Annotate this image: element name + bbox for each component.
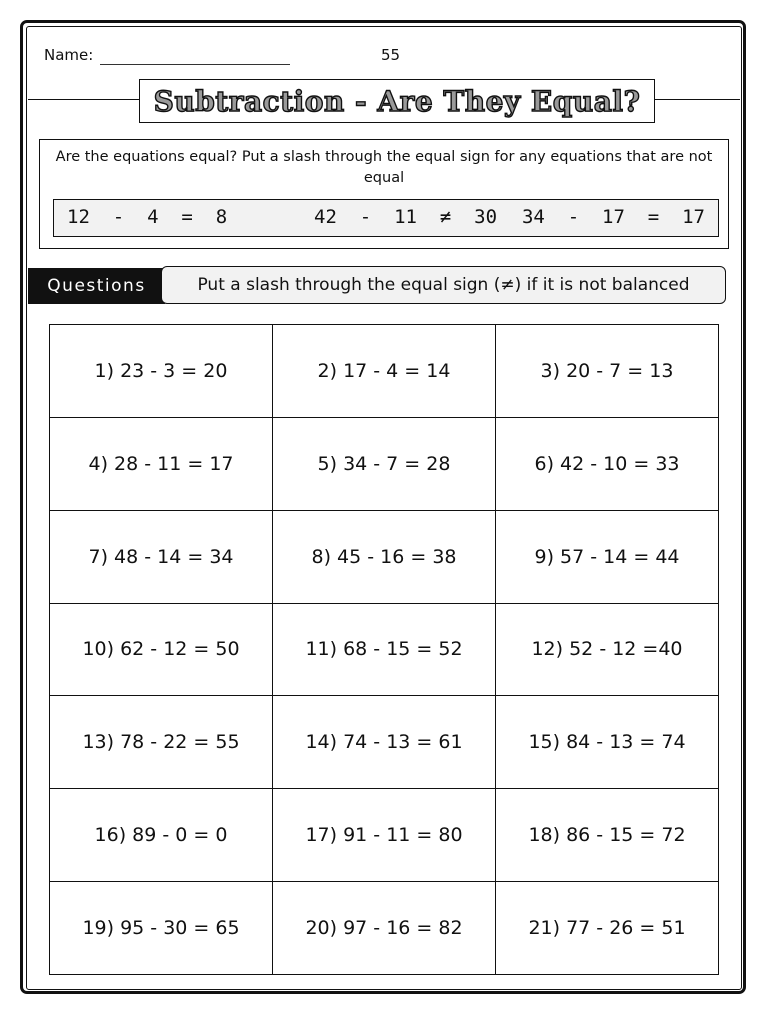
question-cell[interactable]: 13) 78 - 22 = 55 — [50, 696, 273, 789]
question-cell[interactable]: 5) 34 - 7 = 28 — [273, 418, 496, 511]
question-cell[interactable]: 18) 86 - 15 = 72 — [496, 789, 719, 882]
title-box — [139, 79, 655, 123]
question-cell[interactable]: 2) 17 - 4 = 14 — [273, 325, 496, 418]
examples-row — [53, 199, 719, 237]
question-cell[interactable]: 8) 45 - 16 = 38 — [273, 511, 496, 604]
question-cell[interactable]: 9) 57 - 14 = 44 — [496, 511, 719, 604]
question-cell[interactable]: 10) 62 - 12 = 50 — [50, 604, 273, 697]
questions-grid — [49, 324, 719, 975]
question-cell[interactable]: 20) 97 - 16 = 82 — [273, 882, 496, 975]
question-cell[interactable]: 15) 84 - 13 = 74 — [496, 696, 719, 789]
page-title: Subtraction - Are They Equal? — [153, 84, 641, 118]
question-cell[interactable]: 3) 20 - 7 = 13 — [496, 325, 719, 418]
title-rule-left — [28, 99, 140, 100]
instructions-text: Are the equations equal? Put a slash through the equal sign for any equations that are not equal — [55, 149, 713, 186]
question-cell[interactable]: 14) 74 - 13 = 61 — [273, 696, 496, 789]
example-equation: 12 - 4 = 8 — [67, 206, 228, 228]
question-cell[interactable]: 16) 89 - 0 = 0 — [50, 789, 273, 882]
questions-tag: Questions — [28, 268, 165, 304]
question-cell[interactable]: 19) 95 - 30 = 65 — [50, 882, 273, 975]
name-row — [44, 44, 724, 70]
example-equation: 34 - 17 = 17 — [521, 206, 705, 228]
question-cell[interactable]: 6) 42 - 10 = 33 — [496, 418, 719, 511]
instructions-box — [39, 139, 729, 249]
title-rule-right — [654, 99, 740, 100]
sheet-number: 55 — [381, 46, 401, 64]
name-label: Name: — [44, 46, 94, 64]
question-cell[interactable]: 11) 68 - 15 = 52 — [273, 604, 496, 697]
name-field-line[interactable] — [100, 64, 290, 65]
question-cell[interactable]: 1) 23 - 3 = 20 — [50, 325, 273, 418]
question-cell[interactable]: 21) 77 - 26 = 51 — [496, 882, 719, 975]
example-equation: 42 - 11 ≠ 30 — [314, 206, 498, 228]
question-cell[interactable]: 17) 91 - 11 = 80 — [273, 789, 496, 882]
question-cell[interactable]: 7) 48 - 14 = 34 — [50, 511, 273, 604]
question-cell[interactable]: 12) 52 - 12 =40 — [496, 604, 719, 697]
questions-banner: Put a slash through the equal sign (≠) if it is not balanced — [161, 266, 726, 304]
question-cell[interactable]: 4) 28 - 11 = 17 — [50, 418, 273, 511]
